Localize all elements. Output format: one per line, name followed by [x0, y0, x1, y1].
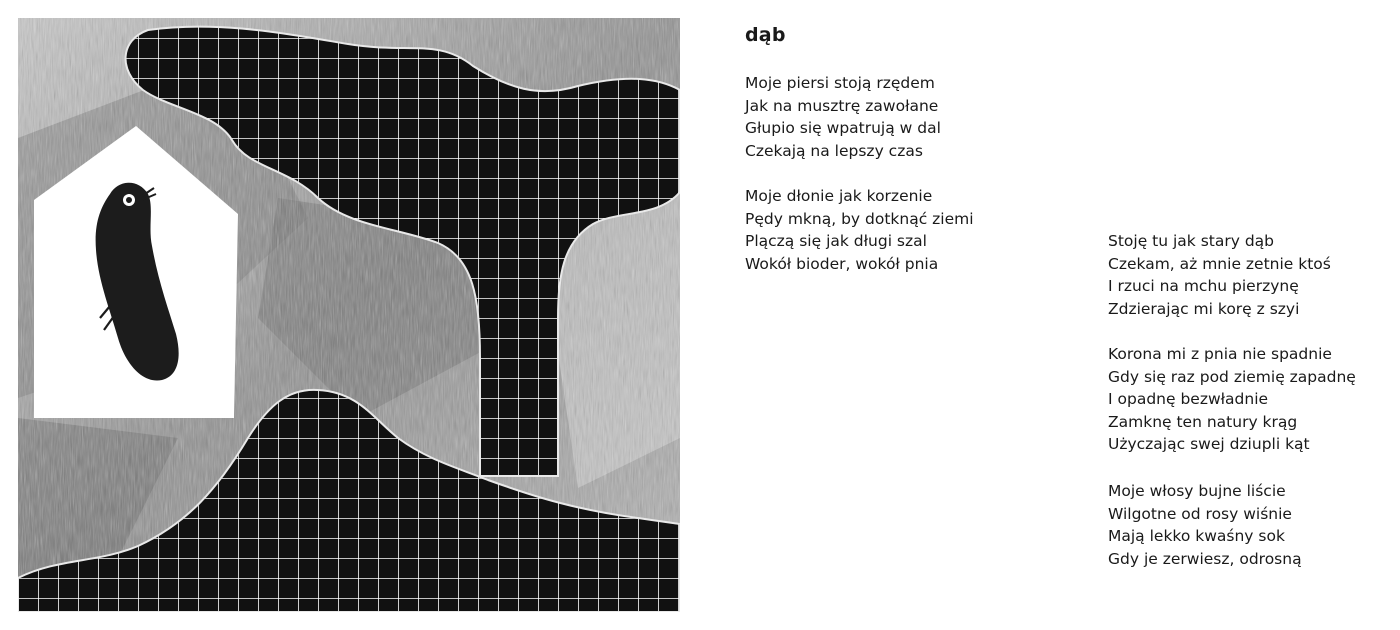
stanza: [1108, 230, 1331, 320]
poem-line: Głupio się wpatrują w dal: [745, 119, 941, 137]
bird-pupil: [126, 197, 132, 203]
poem-line: Moje dłonie jak korzenie: [745, 187, 933, 205]
poem-line: Gdy się raz pod ziemię zapadnę: [1108, 367, 1356, 386]
poem-line: Wokół bioder, wokół pnia: [745, 254, 939, 273]
poem-line: Korona mi z pnia nie spadnie: [1108, 345, 1332, 363]
poem-line: Stoję tu jak stary dąb: [1108, 232, 1275, 250]
poem-line: Moje włosy bujne liście: [1108, 482, 1286, 500]
stanza: [1108, 343, 1356, 456]
stanza: [1108, 480, 1302, 570]
poem-line: Czekają na lepszy czas: [745, 141, 923, 160]
poem-line: Gdy je zerwiesz, odrosną: [1108, 549, 1302, 568]
poem-line: Zamknę ten natury krąg: [1108, 412, 1298, 431]
poem-line: Wilgotne od rosy wiśnie: [1108, 504, 1292, 523]
poem-line: Moje piersi stoją rzędem: [745, 74, 935, 92]
stanza: [745, 185, 974, 275]
poem-line: Jak na musztrę zawołane: [745, 96, 939, 115]
poem-line: Zdzierając mi korę z szyi: [1108, 299, 1300, 318]
poem-title: dąb: [745, 24, 786, 46]
stanza: [745, 72, 941, 162]
poem-line: Użyczając swej dziupli kąt: [1108, 435, 1310, 453]
poem-line: Mają lekko kwaśny sok: [1108, 527, 1285, 545]
collage-svg: [18, 18, 680, 612]
poem-line: I rzuci na mchu pierzynę: [1108, 277, 1299, 295]
poem-line: Czekam, aż mnie zetnie ktoś: [1108, 254, 1331, 273]
poem-line: I opadnę bezwładnie: [1108, 390, 1269, 408]
poem-line: Pędy mkną, by dotknąć ziemi: [745, 209, 974, 228]
collage-artwork: [18, 18, 680, 612]
poem-line: Plączą się jak długi szal: [745, 232, 927, 250]
